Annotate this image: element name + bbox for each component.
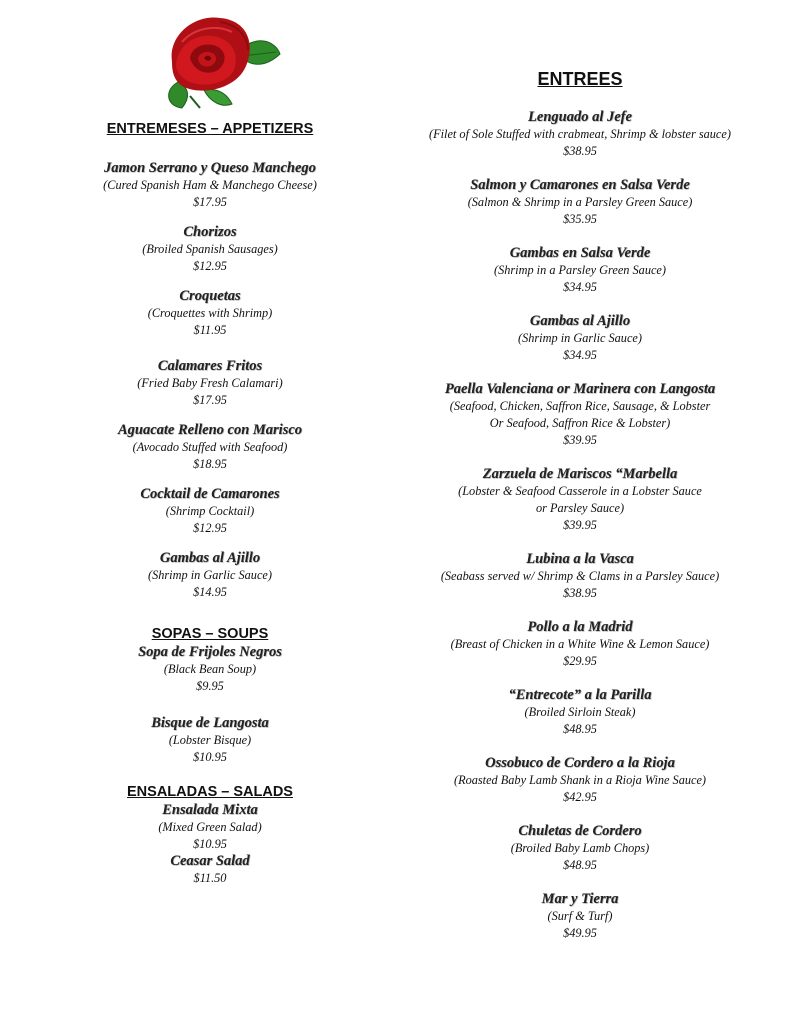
menu-item xyxy=(400,108,760,159)
dish-name: Aguacate Relleno con Marisco xyxy=(117,422,303,438)
dish-price: $11.50 xyxy=(193,871,227,885)
dish-description: (Broiled Spanish Sausages) xyxy=(142,242,278,256)
dish-price: $39.95 xyxy=(563,433,597,447)
dish-name: Calamares Fritos xyxy=(157,358,263,374)
dish-price: $9.95 xyxy=(196,679,224,693)
dish-price: $29.95 xyxy=(563,654,597,668)
dish-name: Chorizos xyxy=(183,224,237,240)
dish-price: $48.95 xyxy=(563,722,597,736)
dish-name: Mar y Tierra xyxy=(541,891,619,907)
dish-name: Jamon Serrano y Queso Manchego xyxy=(104,160,316,176)
dish-description: (Seabass served w/ Shrimp & Clams in a Parsley Sauce) xyxy=(440,569,720,583)
dish-name: Bisque de Langosta xyxy=(151,715,269,731)
menu-item xyxy=(400,380,760,448)
menu-item xyxy=(60,714,360,765)
dish-name: Zarzuela de Mariscos “Marbella xyxy=(482,466,678,482)
dish-description: (Surf & Turf) xyxy=(547,909,613,923)
menu-item xyxy=(60,357,360,408)
dish-price: $35.95 xyxy=(563,212,597,226)
dish-name: Lubina a la Vasca xyxy=(526,551,634,567)
dish-price: $48.95 xyxy=(563,858,597,872)
menu-item xyxy=(400,244,760,295)
dish-description: (Avocado Stuffed with Seafood) xyxy=(132,440,288,454)
menu-item xyxy=(400,822,760,873)
dish-name: Pollo a la Madrid xyxy=(527,619,633,635)
dish-price: $42.95 xyxy=(563,790,597,804)
menu-item xyxy=(400,618,760,669)
dish-price: $12.95 xyxy=(193,259,227,273)
dish-name: Paella Valenciana or Marinera con Langosta xyxy=(444,381,716,397)
dish-name: Ceasar Salad xyxy=(170,853,250,869)
dish-name: Croquetas xyxy=(179,288,241,304)
dish-description: (Lobster Bisque) xyxy=(168,733,252,747)
menu-item xyxy=(60,421,360,472)
menu-item xyxy=(60,287,360,338)
dish-price: $34.95 xyxy=(563,348,597,362)
soups-title: SOPAS – SOUPS xyxy=(151,626,269,642)
dish-name: Gambas al Ajillo xyxy=(529,313,631,329)
dish-price: $11.95 xyxy=(193,323,227,337)
dish-name: “Entrecote” a la Parilla xyxy=(508,687,652,703)
dish-price: $14.95 xyxy=(193,585,227,599)
dish-price: $10.95 xyxy=(193,750,227,764)
dish-description: (Salmon & Shrimp in a Parsley Green Sauce) xyxy=(467,195,693,209)
dish-description: (Shrimp Cocktail) xyxy=(165,504,255,518)
appetizers-title: ENTREMESES – APPETIZERS xyxy=(106,121,314,137)
dish-price: $38.95 xyxy=(563,144,597,158)
dish-description: (Lobster & Seafood Casserole in a Lobster Sauce or Parsley Sauce) xyxy=(458,484,702,515)
dish-description: (Roasted Baby Lamb Shank in a Rioja Wine Sauce) xyxy=(453,773,707,787)
dish-price: $17.95 xyxy=(193,393,227,407)
menu-item xyxy=(400,686,760,737)
dish-description: (Black Bean Soup) xyxy=(163,662,257,676)
dish-name: Chuletas de Cordero xyxy=(518,823,642,839)
rose-illustration xyxy=(160,12,284,110)
dish-description: (Cured Spanish Ham & Manchego Cheese) xyxy=(103,178,317,192)
dish-name: Ensalada Mixta xyxy=(162,802,258,818)
dish-description: (Shrimp in Garlic Sauce) xyxy=(148,568,272,582)
dish-name: Cocktail de Camarones xyxy=(140,486,280,502)
left-column xyxy=(60,120,360,886)
menu-item xyxy=(60,223,360,274)
dish-name: Gambas al Ajillo xyxy=(159,550,261,566)
menu-item xyxy=(60,549,360,600)
right-column xyxy=(400,68,760,941)
menu-item xyxy=(60,159,360,210)
dish-description: (Breast of Chicken in a White Wine & Lemon Sauce) xyxy=(450,637,710,651)
dish-price: $12.95 xyxy=(193,521,227,535)
menu-item xyxy=(60,852,360,886)
dish-description: (Seafood, Chicken, Saffron Rice, Sausage, & Lobster Or Seafood, Saffron Rice & Lobster) xyxy=(449,399,711,430)
dish-price: $10.95 xyxy=(193,837,227,851)
dish-description: (Broiled Sirloin Steak) xyxy=(524,705,636,719)
menu-item xyxy=(400,176,760,227)
menu-item xyxy=(400,890,760,941)
salads-title: ENSALADAS – SALADS xyxy=(127,784,293,800)
dish-description: (Mixed Green Salad) xyxy=(158,820,262,834)
dish-description: (Filet of Sole Stuffed with crabmeat, Shrimp & lobster sauce) xyxy=(429,127,731,141)
dish-description: (Fried Baby Fresh Calamari) xyxy=(137,376,283,390)
dish-description: (Shrimp in Garlic Sauce) xyxy=(518,331,642,345)
dish-name: Salmon y Camarones en Salsa Verde xyxy=(470,177,690,193)
dish-price: $34.95 xyxy=(563,280,597,294)
menu-item xyxy=(400,754,760,805)
dish-name: Sopa de Frijoles Negros xyxy=(138,644,282,660)
dish-price: $38.95 xyxy=(563,586,597,600)
dish-description: (Shrimp in a Parsley Green Sauce) xyxy=(493,263,666,277)
entrees-title: ENTREES xyxy=(537,69,623,89)
dish-price: $17.95 xyxy=(193,195,227,209)
dish-description: (Croquettes with Shrimp) xyxy=(147,306,273,320)
menu-item xyxy=(60,485,360,536)
menu-item xyxy=(400,550,760,601)
dish-description: (Broiled Baby Lamb Chops) xyxy=(510,841,650,855)
menu-item xyxy=(400,312,760,363)
dish-price: $49.95 xyxy=(563,926,597,940)
menu-item xyxy=(60,801,360,852)
menu-item xyxy=(60,643,360,694)
dish-name: Ossobuco de Cordero a la Rioja xyxy=(485,755,675,771)
dish-price: $18.95 xyxy=(193,457,227,471)
dish-name: Gambas en Salsa Verde xyxy=(509,245,651,261)
dish-price: $39.95 xyxy=(563,518,597,532)
menu-item xyxy=(400,465,760,533)
dish-name: Lenguado al Jefe xyxy=(528,109,632,125)
